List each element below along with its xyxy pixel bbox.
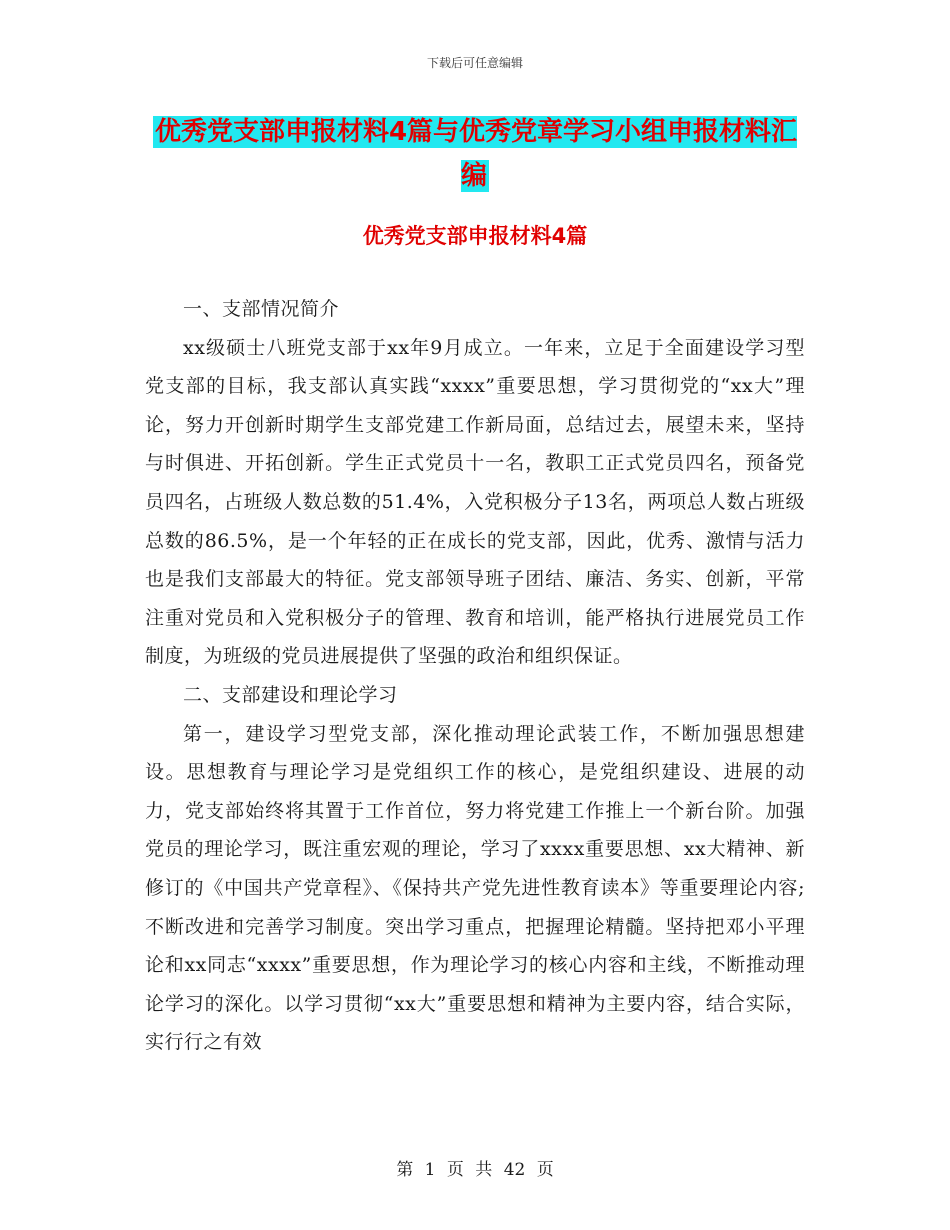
page-header-note: 下载后可任意编辑 — [426, 56, 523, 70]
paragraph-heading-2: 二、支部建设和理论学习 — [183, 683, 398, 706]
document-title — [145, 110, 805, 198]
paragraph-1: xx级硕士八班党支部于xx年9月成立。一年来，立足于全面建设学习型党支部的目标，我支部认真实践“xxxx”重要思想，学习贯彻党的“xx大”理论，努力开创新时期学生支部党建工作新局面，总结过去，展望未来，坚持与时俱进、开拓创新。学生正式党员十一名，教职工正式党员四名，预备党员四名，占班级人数总数的51.4%，入党积极分子13名，两项总人数占班级总数的86.5%，是一个年轻的正在成长的党支部，因此，优秀、激情与活力也是我们支部最大的特征。党支部领导班子团结、廉洁、务实、创新，平常注重对党员和入党积极分子的管理、教育和培训，能严格执行进展党员工作制度，为班级的党员进展提供了坚强的政治和组织保证。 — [145, 336, 805, 668]
paragraph-2: 第一，建设学习型党支部，深化推动理论武装工作，不断加强思想建设。思想教育与理论学习是党组织工作的核心，是党组织建设、进展的动力，党支部始终将其置于工作首位，努力将党建工作推上一个新台阶。加强党员的理论学习，既注重宏观的理论，学习了xxxx重要思想、xx大精神、新修订的《中国共产党章程》、《保持共产党先进性教育读本》等重要理论内容;不断改进和完善学习制度。突出学习重点，把握理论精髓。坚持把邓小平理论和xx同志“xxxx”重要思想，作为理论学习的核心内容和主线，不断推动理论学习的深化。以学习贯彻“xx大”重要思想和精神为主要内容，结合实际，实行行之有效 — [145, 722, 805, 1054]
body-text — [145, 290, 805, 1062]
document-title-text: 优秀党支部申报材料4篇与优秀党章学习小组申报材料汇编 — [154, 117, 798, 191]
section-title: 优秀党支部申报材料4篇 — [362, 224, 588, 248]
paragraph-heading-1: 一、支部情况简介 — [183, 298, 340, 320]
page-footer: 第 1 页 共 42 页 — [396, 1160, 554, 1180]
